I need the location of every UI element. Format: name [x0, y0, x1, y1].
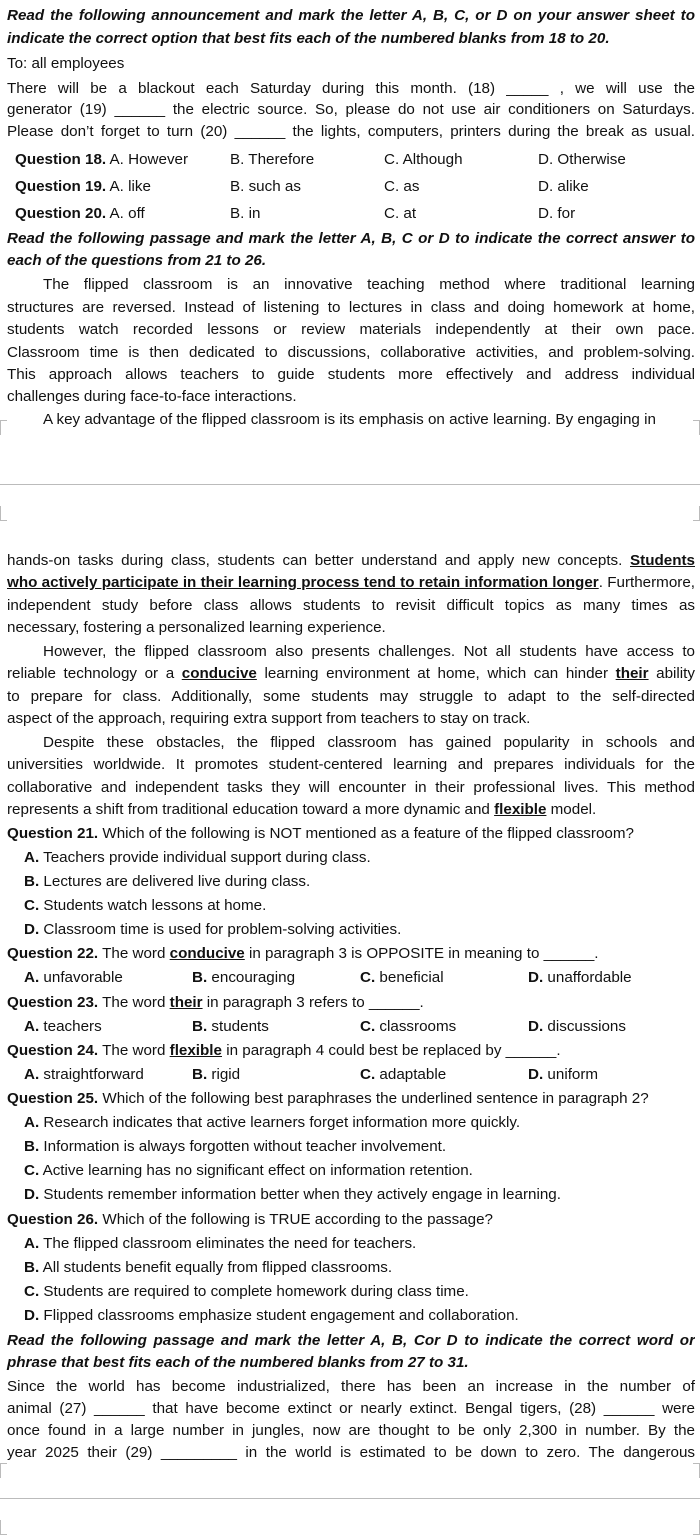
option-b[interactable]: B. Lectures are delivered live during class.	[24, 873, 311, 890]
passage-line: collaborative and independent tasks they will encounter in their professional lives. This method	[7, 779, 695, 796]
instruction-line-2: phrase that best fits each of the numbered blanks from 27 to 31.	[7, 1354, 469, 1371]
option-b[interactable]: B. students	[192, 1018, 269, 1035]
option-c[interactable]: C. as	[384, 178, 420, 195]
option-c[interactable]: C. Although	[384, 151, 463, 168]
underlined-sentence: who actively participate in their learning process tend to retain information longer	[7, 574, 599, 591]
passage-line: once found in a large number in jungles, now are thought to be only 2,300 in number. By the	[7, 1422, 695, 1439]
passage-line: However, the flipped classroom also presents challenges. Not all students have access to	[43, 643, 695, 660]
option-d[interactable]: D. uniform	[528, 1066, 599, 1083]
passage-line: structures are reversed. Instead of listening to lectures in class and doing homework at home,	[7, 299, 695, 316]
option-c[interactable]: C. Students watch lessons at home.	[24, 897, 267, 914]
page-corner-mark	[0, 506, 7, 521]
page-corner-mark	[693, 1520, 700, 1535]
passage-line: hands-on tasks during class, students can better understand and apply new concepts. Students	[7, 552, 695, 569]
option-c[interactable]: C. beneficial	[360, 969, 444, 986]
option-a[interactable]: A. Research indicates that active learners forget information more quickly.	[24, 1114, 521, 1131]
passage-line: reliable technology or a conducive learning environment at home, which can hinder their ability	[7, 665, 695, 682]
option-d[interactable]: D. unaffordable	[528, 969, 632, 986]
option-c[interactable]: C. Students are required to complete homework during class time.	[24, 1283, 469, 1300]
passage-line: independent study before class allows students to revisit difficult topics as many times as	[7, 597, 695, 614]
page-corner-mark	[693, 506, 700, 521]
option-b[interactable]: B. rigid	[192, 1066, 241, 1083]
option-b[interactable]: B. All students benefit equally from flipped classrooms.	[24, 1259, 393, 1276]
question-label: Question 20.	[15, 205, 107, 222]
page-corner-mark	[0, 1520, 7, 1535]
instruction-line-1: Read the following passage and mark the letter A, B, Cor D to indicate the correct word or	[7, 1332, 695, 1349]
page-corner-mark	[693, 420, 700, 435]
question-26: Question 26. Which of the following is TRUE according to the passage?	[7, 1211, 493, 1228]
passage-line: represents a shift from traditional education toward a more dynamic and flexible model.	[7, 801, 597, 818]
option-d[interactable]: D. Flipped classrooms emphasize student engagement and collaboration.	[24, 1307, 519, 1324]
instruction-line-1: Read the following passage and mark the letter A, B, C or D to indicate the correct answer to	[7, 230, 695, 247]
option-c[interactable]: C. adaptable	[360, 1066, 447, 1083]
option-a[interactable]: A. off	[109, 205, 145, 222]
option-d[interactable]: D. for	[538, 205, 576, 222]
option-b[interactable]: B. in	[230, 205, 261, 222]
option-d[interactable]: D. Otherwise	[538, 151, 626, 168]
option-b[interactable]: B. Therefore	[230, 151, 315, 168]
passage-line: aspect of the approach, requiring extra support from teachers to stay on track.	[7, 710, 531, 727]
option-a[interactable]: A. like	[109, 178, 151, 195]
option-b[interactable]: B. Information is always forgotten without teacher involvement.	[24, 1138, 447, 1155]
option-c[interactable]: C. classrooms	[360, 1018, 457, 1035]
announcement-line-3: Please don’t forget to turn (20) ______ the lights, computers, printers during the break as usual.	[7, 123, 695, 140]
question-21: Question 21. Which of the following is NOT mentioned as a feature of the flipped classroom?	[7, 825, 634, 842]
passage-line: year 2025 their (29) _________ in the world is estimated to be down to zero. The dangerous	[7, 1444, 695, 1461]
page-corner-mark	[0, 420, 7, 435]
instruction-line-1: Read the following announcement and mark the letter A, B, C, or D on your answer sheet to	[7, 7, 695, 24]
page-corner-mark	[693, 1463, 700, 1478]
instruction-line-2: indicate the correct option that best fits each of the numbered blanks from 18 to 20.	[7, 30, 610, 47]
option-c[interactable]: C. at	[384, 205, 417, 222]
option-d[interactable]: D. discussions	[528, 1018, 626, 1035]
question-label: Question 18.	[15, 151, 107, 168]
option-a[interactable]: A. The flipped classroom eliminates the need for teachers.	[24, 1235, 417, 1252]
passage-line: universities worldwide. It promotes student-centered learning and prepares individuals for the	[7, 756, 695, 773]
passage-line: Despite these obstacles, the flipped classroom has gained popularity in schools and	[43, 734, 695, 751]
passage-line: Since the world has become industrialized, there has been an increase in the number of	[7, 1378, 695, 1395]
announcement-line-1: There will be a blackout each Saturday during this month. (18) _____ , we will use the	[7, 80, 695, 97]
option-b[interactable]: B. encouraging	[192, 969, 296, 986]
question-25: Question 25. Which of the following best paraphrases the underlined sentence in paragraph 2?	[7, 1090, 649, 1107]
page-divider	[0, 484, 700, 485]
option-d[interactable]: D. Students remember information better when they actively engage in learning.	[24, 1186, 561, 1203]
option-d[interactable]: D. Classroom time is used for problem-solving activities.	[24, 921, 402, 938]
passage-line: necessary, fostering a personalized learning experience.	[7, 619, 386, 636]
option-b[interactable]: B. such as	[230, 178, 301, 195]
announcement-line-2: generator (19) ______ the electric source. So, please do not use air conditioners on Saturdays.	[7, 101, 695, 118]
question-22: Question 22. The word conducive in paragraph 3 is OPPOSITE in meaning to ______.	[7, 945, 599, 962]
option-d[interactable]: D. alike	[538, 178, 589, 195]
passage-line: This approach allows teachers to guide students more effectively and address individual	[7, 366, 695, 383]
passage-line: A key advantage of the flipped classroom is its emphasis on active learning. By engaging in	[43, 411, 656, 428]
question-23: Question 23. The word their in paragraph 3 refers to ______.	[7, 994, 424, 1011]
passage-line: challenges during face-to-face interactions.	[7, 388, 297, 405]
option-a[interactable]: A. Teachers provide individual support during class.	[24, 849, 371, 866]
instruction-line-2: each of the questions from 21 to 26.	[7, 252, 267, 269]
question-24: Question 24. The word flexible in paragraph 4 could best be replaced by ______.	[7, 1042, 561, 1059]
option-a[interactable]: A. teachers	[24, 1018, 102, 1035]
passage-line: Classroom time is then dedicated to discussions, collaborative activities, and problem-solving.	[7, 344, 695, 361]
passage-line: The flipped classroom is an innovative teaching method where traditional learning	[43, 276, 695, 293]
underlined-word-their: their	[615, 665, 649, 682]
underlined-sentence-start: Students	[630, 552, 695, 569]
page-corner-mark	[0, 1463, 7, 1478]
option-a[interactable]: A. unfavorable	[24, 969, 123, 986]
passage-line: students watch recorded lessons or review materials independently at their own pace.	[7, 321, 695, 338]
question-label: Question 19.	[15, 178, 107, 195]
announcement-recipient: To: all employees	[7, 55, 125, 72]
page-divider	[0, 1498, 700, 1499]
option-c[interactable]: C. Active learning has no significant effect on information retention.	[24, 1162, 473, 1179]
passage-line: who actively participate in their learning process tend to retain information longer. Furthermore,	[7, 574, 695, 591]
option-a[interactable]: A. However	[109, 151, 189, 168]
underlined-word-flexible: flexible	[494, 801, 547, 818]
passage-line: to prepare for class. Additionally, some students may struggle to adapt to the self-directed	[7, 688, 695, 705]
passage-line: animal (27) ______ that have become extinct or nearly extinct. Bengal tigers, (28) ______ were	[7, 1400, 695, 1417]
underlined-word-conducive: conducive	[181, 665, 257, 682]
option-a[interactable]: A. straightforward	[24, 1066, 144, 1083]
